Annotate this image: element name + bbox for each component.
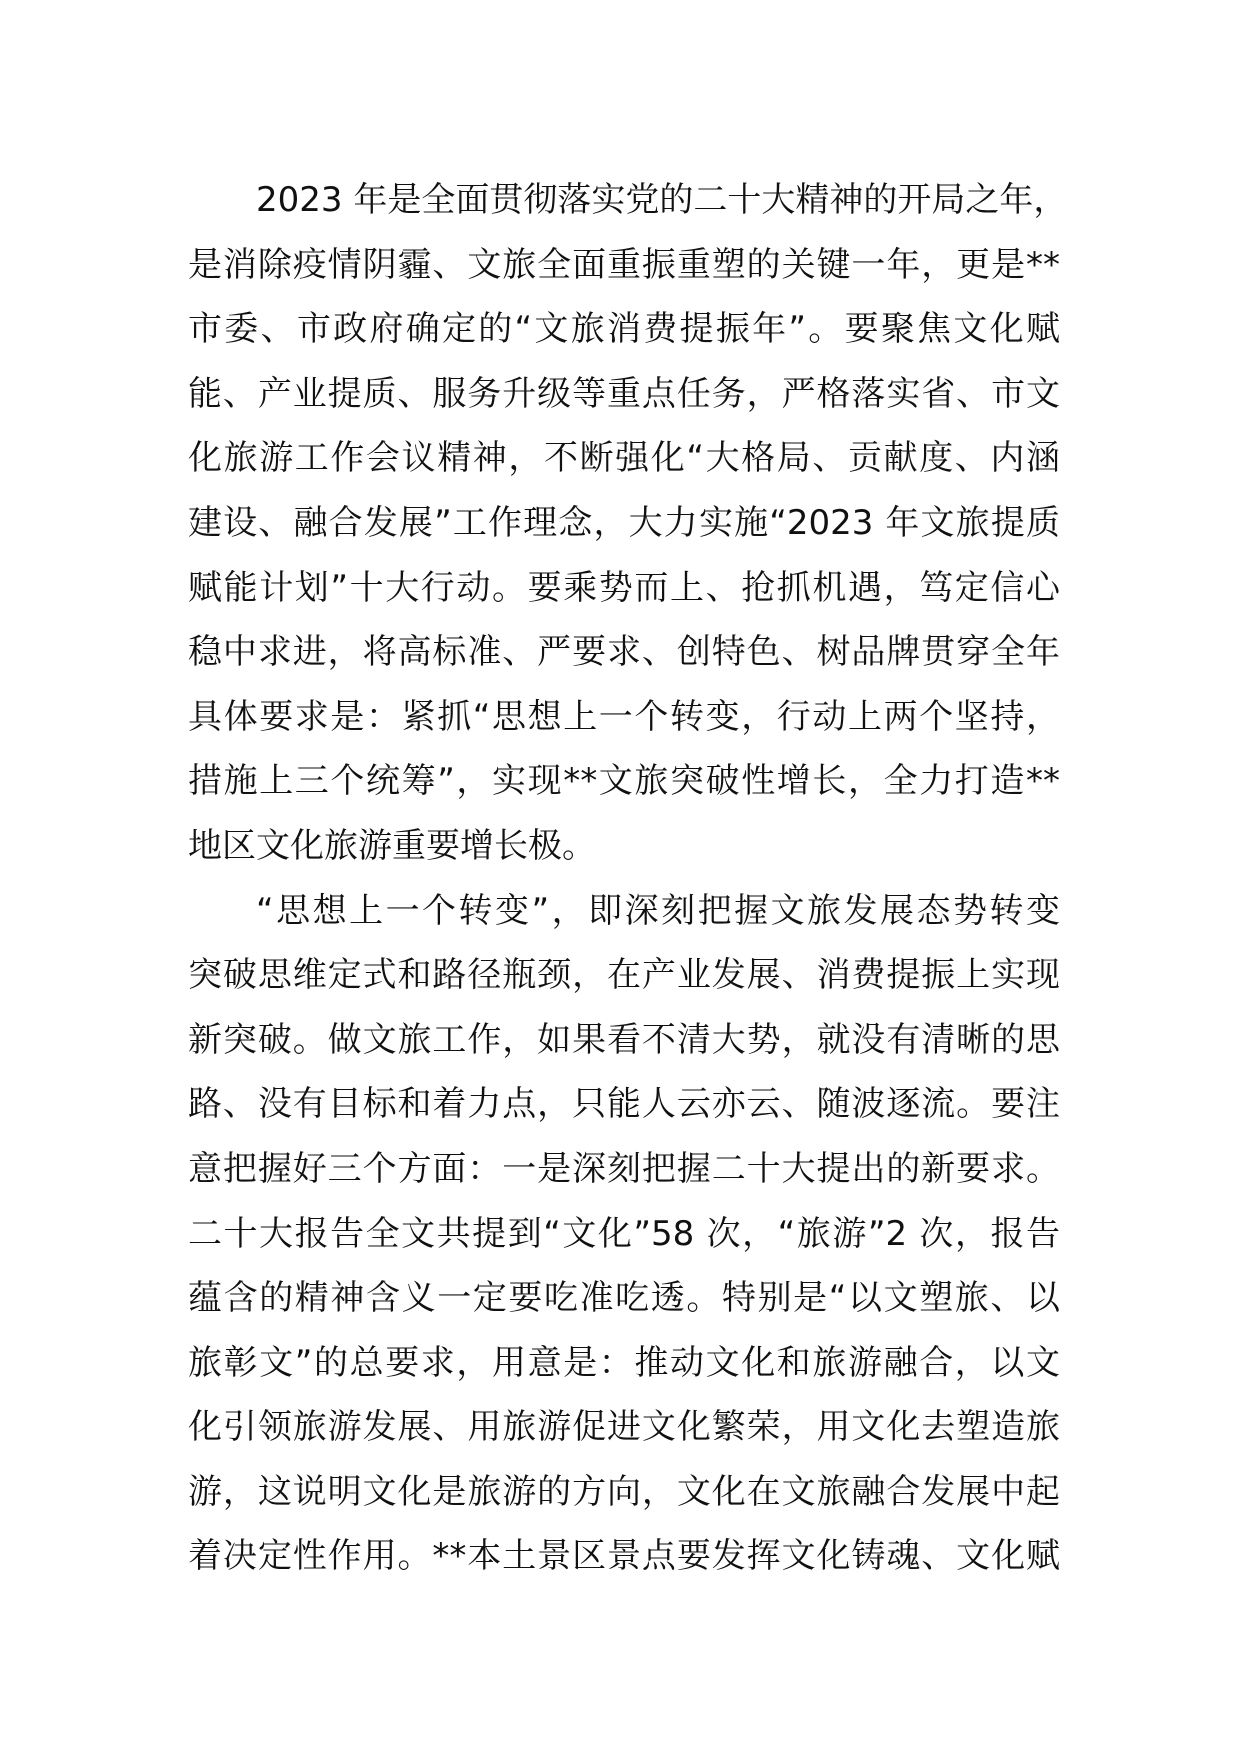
text-line: 着决定性作用。**本土景区景点要发挥文化铸魂、文化赋 (188, 1536, 1060, 1577)
text-line: 建设、融合发展”工作理念，大力实施“2023 年文旅提质 (188, 502, 1060, 543)
text-line: 新突破。做文旅工作，如果看不清大势，就没有清晰的思 (188, 1019, 1060, 1060)
text-line: 措施上三个统筹”，实现**文旅突破性增长，全力打造** (188, 761, 1060, 802)
text-line: 化旅游工作会议精神，不断强化“大格局、贡献度、内涵 (188, 438, 1060, 479)
paragraph-2 (188, 879, 1060, 1590)
paragraph-1 (188, 168, 1068, 879)
text-line: 蕴含的精神含义一定要吃准吃透。特别是“以文塑旅、以 (188, 1278, 1060, 1319)
text-line: “思想上一个转变”，即深刻把握文旅发展态势转变 (256, 890, 1060, 931)
text-line: 具体要求是：紧抓“思想上一个转变，行动上两个坚持， (188, 696, 1060, 737)
text-line: 二十大报告全文共提到“文化”58 次，“旅游”2 次，报告 (188, 1213, 1060, 1254)
text-line: 能、产业提质、服务升级等重点任务，严格落实省、市文 (188, 373, 1060, 414)
text-line: 稳中求进，将高标准、严要求、创特色、树品牌贯穿全年 (188, 632, 1060, 673)
text-line: 意把握好三个方面：一是深刻把握二十大提出的新要求。 (188, 1148, 1060, 1189)
document-body (188, 168, 1068, 1589)
text-line: 旅彰文”的总要求，用意是：推动文化和旅游融合，以文 (188, 1342, 1060, 1383)
text-line: 是消除疫情阴霾、文旅全面重振重塑的关键一年，更是** (188, 244, 1060, 285)
text-line: 赋能计划”十大行动。要乘势而上、抢抓机遇，笃定信心 (188, 567, 1060, 608)
text-line: 游，这说明文化是旅游的方向，文化在文旅融合发展中起 (188, 1471, 1060, 1512)
text-line: 2023 年是全面贯彻落实党的二十大精神的开局之年， (256, 180, 1068, 220)
text-line: 化引领旅游发展、用旅游促进文化繁荣，用文化去塑造旅 (188, 1407, 1060, 1448)
text-line: 地区文化旅游重要增长极。 (188, 825, 596, 866)
text-line: 突破思维定式和路径瓶颈，在产业发展、消费提振上实现 (188, 955, 1060, 996)
text-line: 市委、市政府确定的“文旅消费提振年”。要聚焦文化赋 (188, 309, 1060, 350)
text-line: 路、没有目标和着力点，只能人云亦云、随波逐流。要注 (188, 1084, 1060, 1125)
